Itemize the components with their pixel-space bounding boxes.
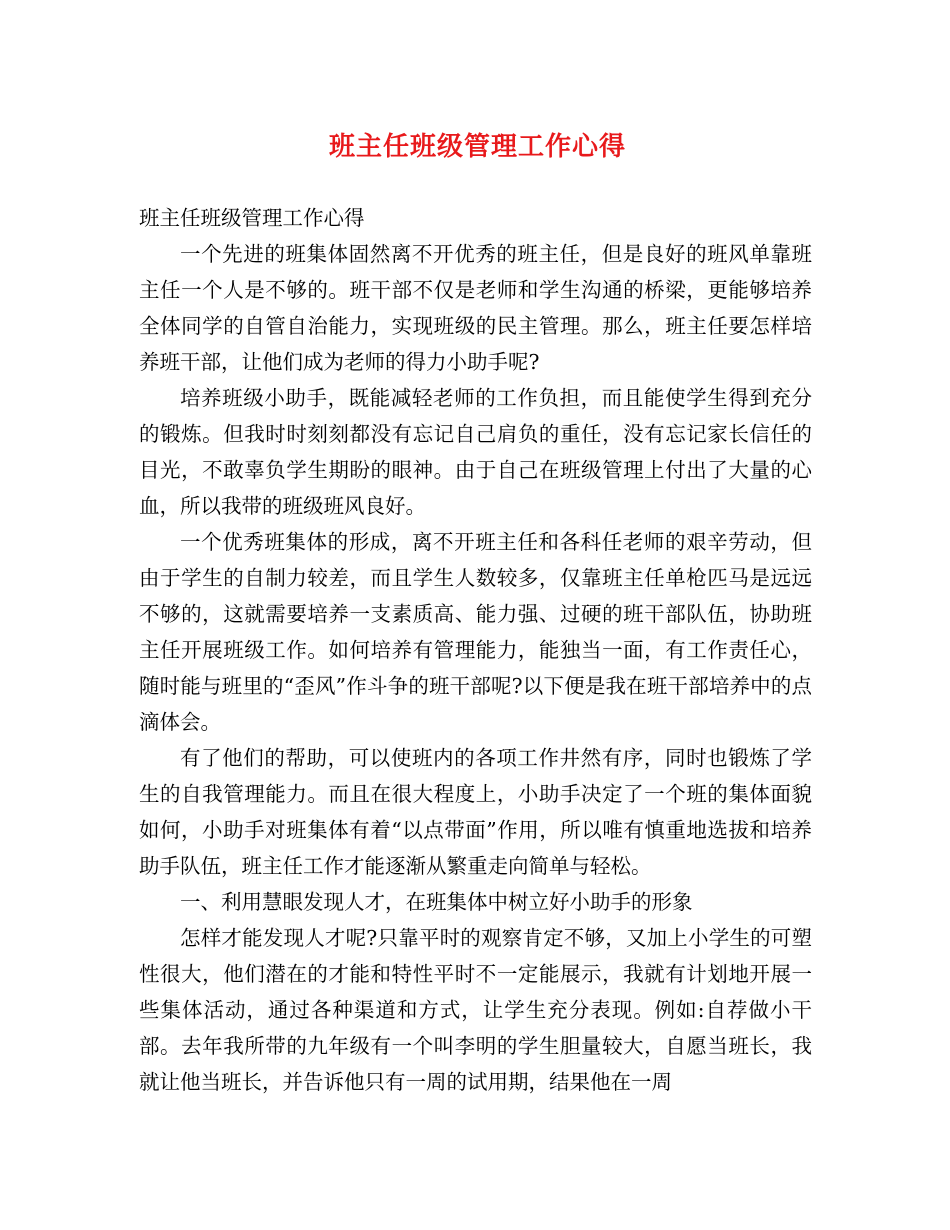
document-title: 班主任班级管理工作心得: [328, 132, 626, 162]
paragraph-5: 怎样才能发现人才呢?只靠平时的观察肯定不够，又加上小学生的可塑性很大，他们潜在的才能和特性平时不一定能展示，我就有计划地开展一些集体活动，通过各种渠道和方式，让学生充分表现。例如:自荐做小干部。去年我所带的九年级有一个叫李明的学生胆量较大，自愿当班长，我就让他当班长，并告诉他只有一周的试用期，结果他在一周: [139, 926, 812, 1094]
paragraph-1: 一个先进的班集体固然离不开优秀的班主任，但是良好的班风单靠班主任一个人是不够的。班干部不仅是老师和学生沟通的桥梁，更能够培养全体同学的自管自治能力，实现班级的民主管理。那么，班主任要怎样培养班干部，让他们成为老师的得力小助手呢?: [139, 242, 812, 374]
paragraph-3: 一个优秀班集体的形成，离不开班主任和各科任老师的艰辛劳动，但由于学生的自制力较差，而且学生人数较多，仅靠班主任单枪匹马是远远不够的，这就需要培养一支素质高、能力强、过硬的班干部队伍，协助班主任开展班级工作。如何培养有管理能力，能独当一面，有工作责任心，随时能与班里的“歪风”作斗争的班干部呢?以下便是我在班干部培养中的点滴体会。: [139, 530, 812, 734]
section-heading-1: 一、利用慧眼发现人才，在班集体中树立好小助手的形象: [180, 890, 693, 914]
document-subtitle: 班主任班级管理工作心得: [139, 206, 365, 230]
paragraph-4: 有了他们的帮助，可以使班内的各项工作井然有序，同时也锻炼了学生的自我管理能力。而且在很大程度上，小助手决定了一个班的集体面貌如何，小助手对班集体有着“以点带面”作用，所以唯有慎重地选拔和培养助手队伍，班主任工作才能逐渐从繁重走向简单与轻松。: [139, 746, 812, 878]
paragraph-2: 培养班级小助手，既能减轻老师的工作负担，而且能使学生得到充分的锻炼。但我时时刻刻都没有忘记自己肩负的重任，没有忘记家长信任的目光，不敢辜负学生期盼的眼神。由于自己在班级管理上付出了大量的心血，所以我带的班级班风良好。: [139, 386, 812, 518]
